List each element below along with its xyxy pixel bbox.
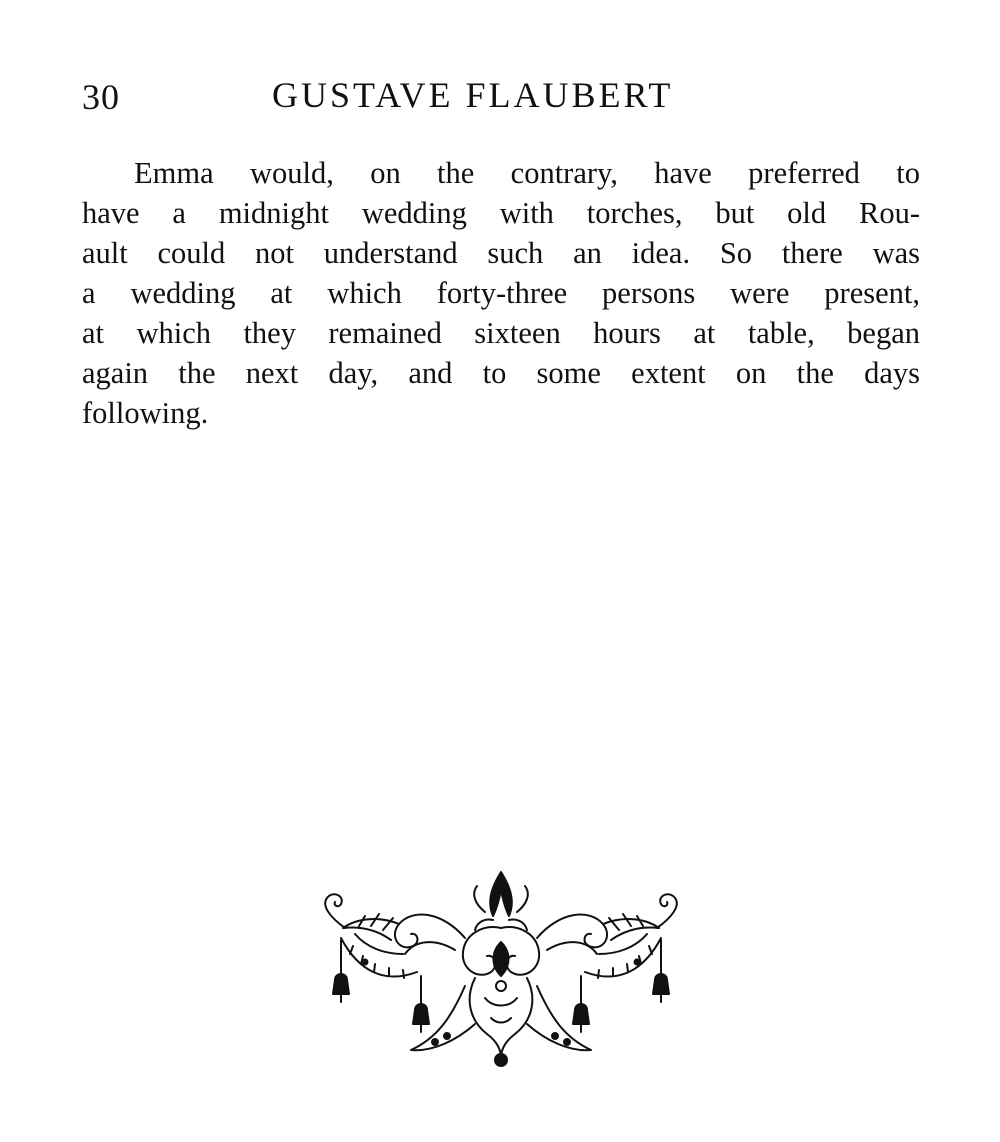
paragraph-line: have a midnight wedding with torches, but old Rou- [82,196,920,230]
paragraph-line: at which they remained sixteen hours at table, began [82,316,920,350]
floral-scroll-tailpiece-icon [315,868,687,1070]
paragraph-line: ault could not understand such an idea. So there was [82,236,920,270]
paragraph-line: following. [82,396,209,430]
paragraph-line: Emma would, on the contrary, have preferred to [134,156,920,190]
running-title: GUSTAVE FLAUBERT [272,75,674,115]
paragraph-line: again the next day, and to some extent on the days [82,356,920,390]
running-head [82,72,922,120]
body-paragraph [82,153,920,433]
paragraph-line: a wedding at which forty-three persons were present, [82,276,920,310]
page-number: 30 [82,77,120,117]
